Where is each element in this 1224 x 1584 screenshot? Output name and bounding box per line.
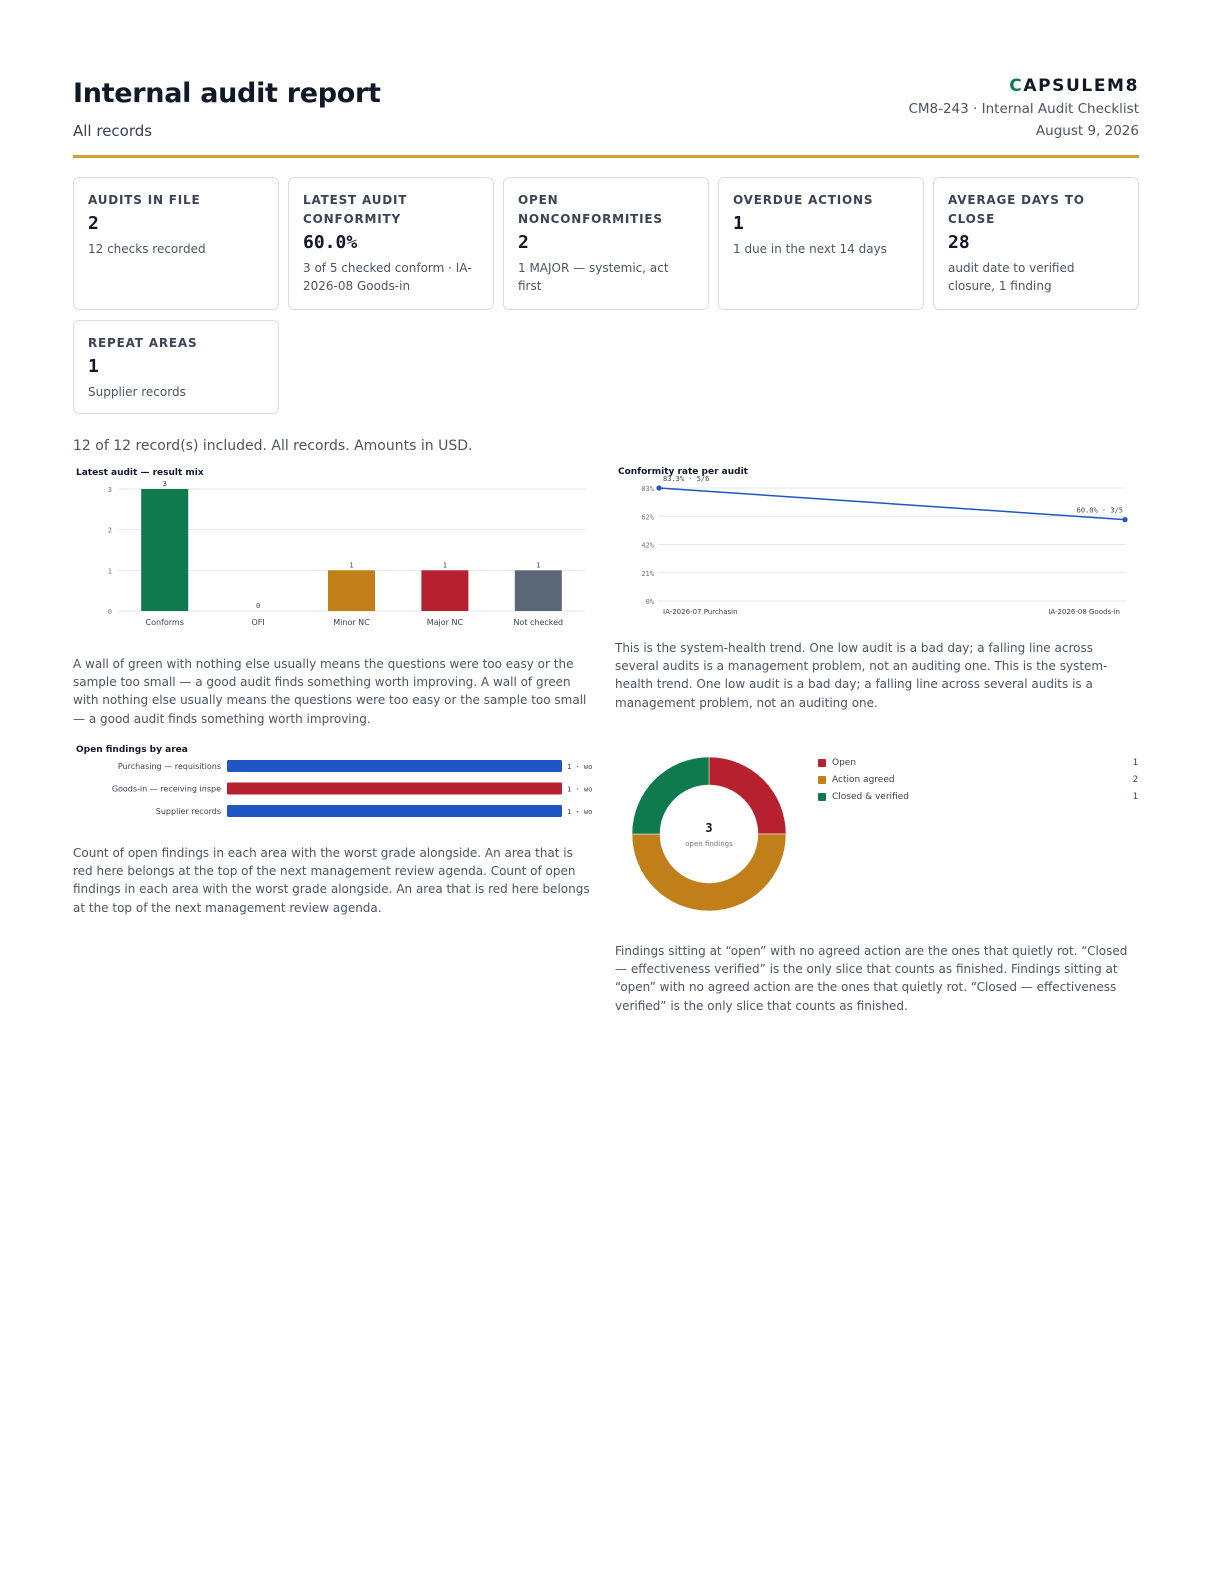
data-point <box>656 485 661 490</box>
kpi-label: REPEAT AREAS <box>88 336 198 350</box>
series-line <box>659 488 1125 520</box>
data-point <box>1122 517 1127 522</box>
page-subtitle: All records <box>73 122 153 140</box>
kpi-value: 2 <box>88 213 99 234</box>
legend-label-open: Open <box>832 758 857 768</box>
kpi-note: 1 MAJOR — systemic, act first <box>518 261 669 293</box>
kpi-value: 28 <box>948 232 970 253</box>
conformity-caption: This is the system-health trend. One low audit is a bad day; a falling line across several audits is a management problem, not an auditing one. This is the system-health trend. One low audit is a bad day; a falling line across several audits is a management problem, not an auditing one. <box>615 641 1108 710</box>
bar-value-label: 1 · wo <box>567 763 593 771</box>
legend-swatch-closed-verified <box>818 793 826 801</box>
kpi-label: AUDITS IN FILE <box>88 193 201 207</box>
kpi-value: 1 <box>733 213 744 234</box>
bar-value-label: 1 · wo <box>567 808 593 816</box>
donut-slice <box>709 757 786 834</box>
areas-chart-title: Open findings by area <box>76 745 188 755</box>
legend-item-open <box>818 758 1138 770</box>
open-findings-by-area-chart <box>73 756 597 826</box>
legend-label-action-agreed: Action agreed <box>832 775 895 785</box>
document-id: CM8-243 · Internal Audit Checklist <box>908 101 1139 117</box>
legend-swatch-action-agreed <box>818 776 826 784</box>
page-title: Internal audit report <box>73 78 381 109</box>
result-mix-chart-title: Latest audit — result mix <box>76 468 204 478</box>
category-label: Purchasing — requisitions <box>117 762 221 771</box>
result-mix-caption: A wall of green with nothing else usually means the questions were too easy or the sample too small — a good audit finds something worth improving. A wall of green with nothing else usually means the questions were too easy or the sample too small — a good audit finds something worth improving. <box>73 657 587 726</box>
donut-slice <box>632 757 709 834</box>
point-label: 83.3% · 5/6 <box>663 475 710 483</box>
donut-legend <box>818 758 1138 808</box>
x-tick-label: Major NC <box>426 618 464 627</box>
kpi-note: 3 of 5 checked conform · IA-2026-08 Goods-in <box>303 261 472 293</box>
y-tick-label: 21% <box>641 569 654 578</box>
y-tick-label: 0% <box>645 598 654 606</box>
y-tick-label: 83% <box>641 485 654 493</box>
conformity-trend-chart <box>615 474 1139 620</box>
kpi-label: LATEST AUDIT CONFORMITY <box>303 193 408 226</box>
category-label: Supplier records <box>155 807 221 816</box>
kpi-card-audits-in-file <box>73 177 279 310</box>
donut-center-value: 3 <box>705 821 713 835</box>
records-included-text: 12 of 12 record(s) included. All records. Amounts in USD. <box>73 438 473 454</box>
report-header <box>73 76 1139 158</box>
y-tick-label: 2 <box>107 526 112 535</box>
kpi-note: audit date to verified closure, 1 finding <box>948 261 1075 293</box>
brand-logo <box>1009 76 1139 96</box>
y-tick-label: 62% <box>641 513 654 522</box>
bar-value-label: 1 <box>349 561 354 570</box>
y-tick-label: 3 <box>107 486 112 494</box>
point-label: 60.0% · 3/5 <box>1076 506 1123 515</box>
y-tick-label: 42% <box>641 541 654 550</box>
x-tick-label: OFI <box>251 618 265 627</box>
kpi-value: 60.0% <box>303 232 358 253</box>
brand-logo-initial: C <box>1009 76 1024 96</box>
legend-item-closed-verified <box>818 792 1138 804</box>
bar <box>515 570 562 611</box>
bar <box>227 805 562 817</box>
kpi-card-open-nonconformities <box>503 177 709 310</box>
brand-logo-text: APSULEM8 <box>1023 76 1139 96</box>
y-tick-label: 0 <box>107 608 112 616</box>
bar <box>227 760 562 772</box>
x-tick-label: IA-2026-07 Purchasin <box>663 608 738 616</box>
x-tick-label: Conforms <box>145 618 184 627</box>
kpi-note: 1 due in the next 14 days <box>733 242 887 256</box>
kpi-card-latest-audit-conformity <box>288 177 494 310</box>
status-caption: Findings sitting at “open” with no agreed action are the ones that quietly rot. “Closed — effectiveness verified” is the only slice that counts as finished. Findings sitting at “open” with no agreed action are the ones that quietly rot. “Closed — effectiveness verified” is the only slice that counts as finished. <box>615 944 1128 1013</box>
bar <box>421 570 468 611</box>
conformity-chart-title: Conformity rate per audit <box>618 467 748 477</box>
kpi-value: 1 <box>88 356 99 377</box>
bar <box>227 783 562 795</box>
x-tick-label: Not checked <box>513 618 564 627</box>
y-tick-label: 1 <box>107 567 112 576</box>
kpi-label: AVERAGE DAYS TO CLOSE <box>948 193 1085 226</box>
legend-count-closed-verified: 1 <box>1132 792 1138 802</box>
bar-value-label: 1 · wo <box>567 785 593 794</box>
legend-item-action-agreed <box>818 775 1138 787</box>
kpi-card-average-days-to-close <box>933 177 1139 310</box>
report-date: August 9, 2026 <box>1035 123 1139 139</box>
kpi-value: 2 <box>518 232 529 253</box>
legend-count-open: 1 <box>1132 758 1138 768</box>
bar-value-label: 1 <box>536 561 541 570</box>
category-label: Goods-in — receiving inspe <box>111 784 221 794</box>
report-page <box>73 76 1139 1013</box>
findings-status-donut-chart <box>615 756 805 926</box>
bar-value-label: 1 <box>442 561 448 570</box>
bar <box>141 489 188 611</box>
x-tick-label: IA-2026-08 Goods-in <box>1048 608 1120 616</box>
kpi-card-repeat-areas <box>73 320 279 414</box>
kpi-label: OVERDUE ACTIONS <box>733 193 874 207</box>
bar-value-label: 0 <box>255 602 261 610</box>
donut-center-label: open findings <box>685 840 733 848</box>
kpi-note: 12 checks recorded <box>88 242 206 256</box>
areas-caption: Count of open findings in each area with the worst grade alongside. An area that is red here belongs at the top of the next management review agenda. Count of open findings in each area with the worst grade alongside. An area that is red here belongs at the top of the next management review agenda. <box>73 846 590 915</box>
kpi-note: Supplier records <box>88 385 186 399</box>
bar-value-label: 3 <box>162 480 167 488</box>
kpi-card-overdue-actions <box>718 177 924 310</box>
bar <box>328 570 375 611</box>
x-tick-label: Minor NC <box>333 618 370 627</box>
legend-label-closed-verified: Closed & verified <box>832 792 909 802</box>
legend-swatch-open <box>818 759 826 767</box>
legend-count-action-agreed: 2 <box>1132 775 1138 785</box>
result-mix-chart <box>73 478 593 636</box>
kpi-label: OPEN NONCONFORMITIES <box>518 193 663 226</box>
